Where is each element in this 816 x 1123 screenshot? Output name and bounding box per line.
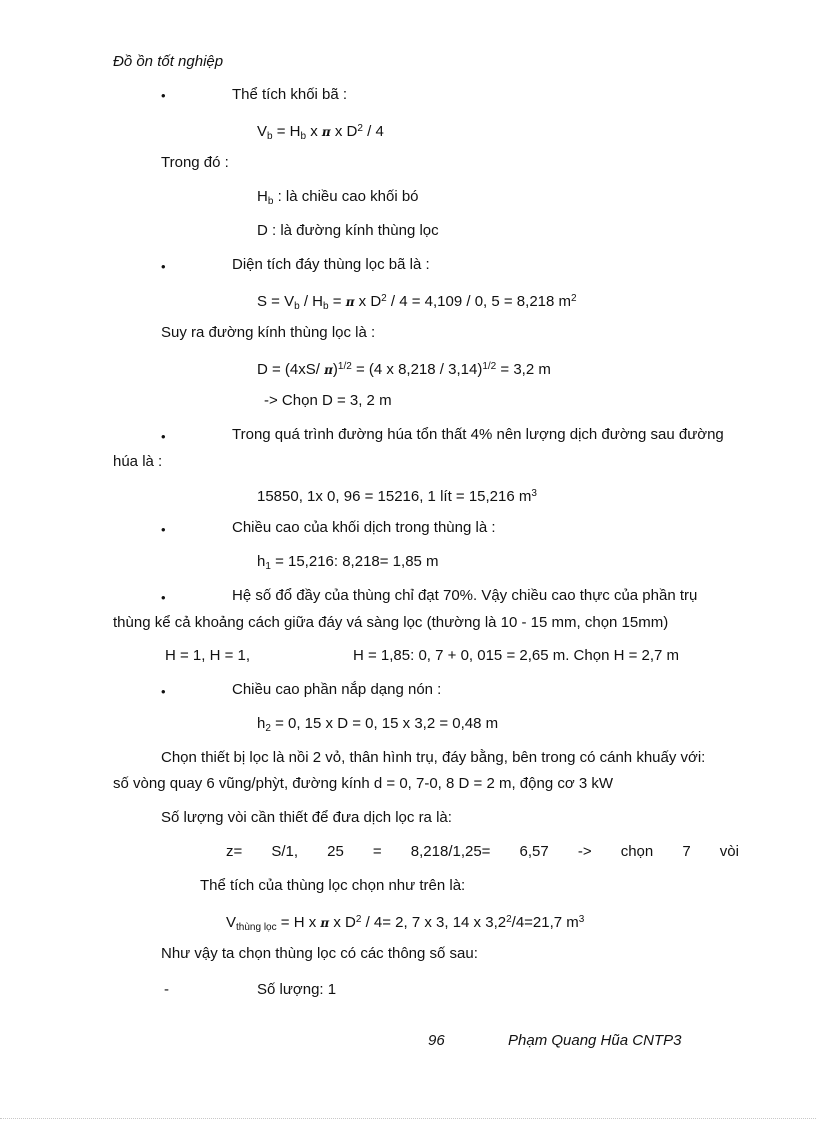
bullet-text-fill: Hệ số đổ đầy của thùng chỉ đạt 70%. Vậy chiều cao thực của phần trụ: [232, 587, 698, 604]
pi-symbol: π: [320, 916, 330, 930]
bullet-dot: •: [161, 684, 166, 699]
bullet-text-fill-cont: thùng kể cả khoảng cách giữa đáy vá sàng lọc (thường là 10 - 15 mm, chọn 15mm): [113, 614, 669, 631]
pi-symbol: π: [321, 125, 331, 139]
formula-area: $S = V_b / H_b = \pi$ x $D^2 / 4 = 4,109 / 0$, 5 = 8,218 $m^2$: [257, 293, 577, 312]
bullet-dot: •: [161, 88, 166, 103]
formula-taps: z= S/1, 25 = 8,218/1,25= 6,57 -> chọn 7 vòi: [226, 843, 739, 860]
bullet-dot: •: [161, 429, 166, 444]
summary-intro: Như vậy ta chọn thùng lọc có các thông số sau:: [161, 945, 478, 962]
bullet-text-cone: Chiều cao phần nắp dạng nón :: [232, 681, 442, 698]
bullet-text-loss: Trong quá trình đường húa tổn thất 4% nên lượng dịch đường sau đường: [232, 426, 724, 443]
formula-diameter: D = (4xS/ π)$^{1/2}$ = (4 x 8,218 / 3,14)$^{1/2}$ = 3,2 m: [257, 361, 551, 378]
formula-volume-liquid: 15850, 1x 0, 96 = 15216, 1 lít = 15,216 $m^3$: [257, 488, 537, 505]
definition-d: D : là đường kính thùng lọc: [257, 222, 439, 239]
paragraph-equipment-cont: số vòng quay 6 vũng/phỳt, đường kính d = 0, 7-0, 8 D = 2 m, động cơ 3 kW: [113, 775, 613, 792]
list-dash: -: [164, 981, 169, 998]
height-left: H = 1, H = 1,: [165, 647, 251, 664]
where-label: Trong đó :: [161, 154, 229, 171]
bullet-dot: •: [161, 522, 166, 537]
tank-volume-intro: Thể tích của thùng lọc chọn như trên là:: [200, 877, 466, 894]
formula-tank-volume: $V_{thùng lọc} = H$ x π x $D^2 / 4= 2$, 7 x 3, 14 x $3,2^2/4=21,7$ $m^3$: [226, 914, 585, 933]
footer-page-number: 96: [428, 1032, 445, 1049]
pi-symbol: π: [324, 363, 333, 377]
list-item-quantity: Số lượng: 1: [257, 981, 337, 998]
bullet-text-loss-cont: húa là :: [113, 453, 163, 470]
footer-author: Phạm Quang Hũa CNTP3: [508, 1032, 682, 1049]
bullet-text-height: Chiều cao của khối dịch trong thùng là :: [232, 519, 496, 536]
formula-h1: $h_1 = 15,216$: 8,218= 1,85 m: [257, 553, 439, 572]
bullet-dot: •: [161, 259, 166, 274]
paragraph-taps: Số lượng vòi cần thiết để đưa dịch lọc ra là:: [161, 809, 452, 826]
page-header-title: Đồ ồn tốt nghiệp: [113, 53, 224, 70]
bullet-text-volume: Thể tích khối bã :: [232, 86, 348, 103]
derive-diameter: Suy ra đường kính thùng lọc là :: [161, 324, 376, 341]
definition-hb: $H_b$ : là chiều cao khối bó: [257, 188, 419, 207]
bullet-dot: •: [161, 590, 166, 605]
choose-diameter: -> Chọn D = 3, 2 m: [264, 392, 392, 409]
page-bottom-divider: [0, 1118, 816, 1119]
pi-symbol: π: [345, 295, 355, 309]
height-right: H = 1,85: 0, 7 + 0, 015 = 2,65 m. Chọn H = 2,7 m: [353, 647, 680, 664]
formula-volume: $V_b = H_b$ x π x $D^2 / 4$: [257, 123, 384, 142]
formula-h2: $h_2 = 0$, 15 x D = 0, 15 x 3,2 = 0,48 m: [257, 715, 499, 734]
paragraph-equipment: Chọn thiết bị lọc là nồi 2 vỏ, thân hình trụ, đáy bằng, bên trong có cánh khuấy với:: [161, 749, 706, 766]
bullet-text-area: Diện tích đáy thùng lọc bã là :: [232, 256, 430, 273]
